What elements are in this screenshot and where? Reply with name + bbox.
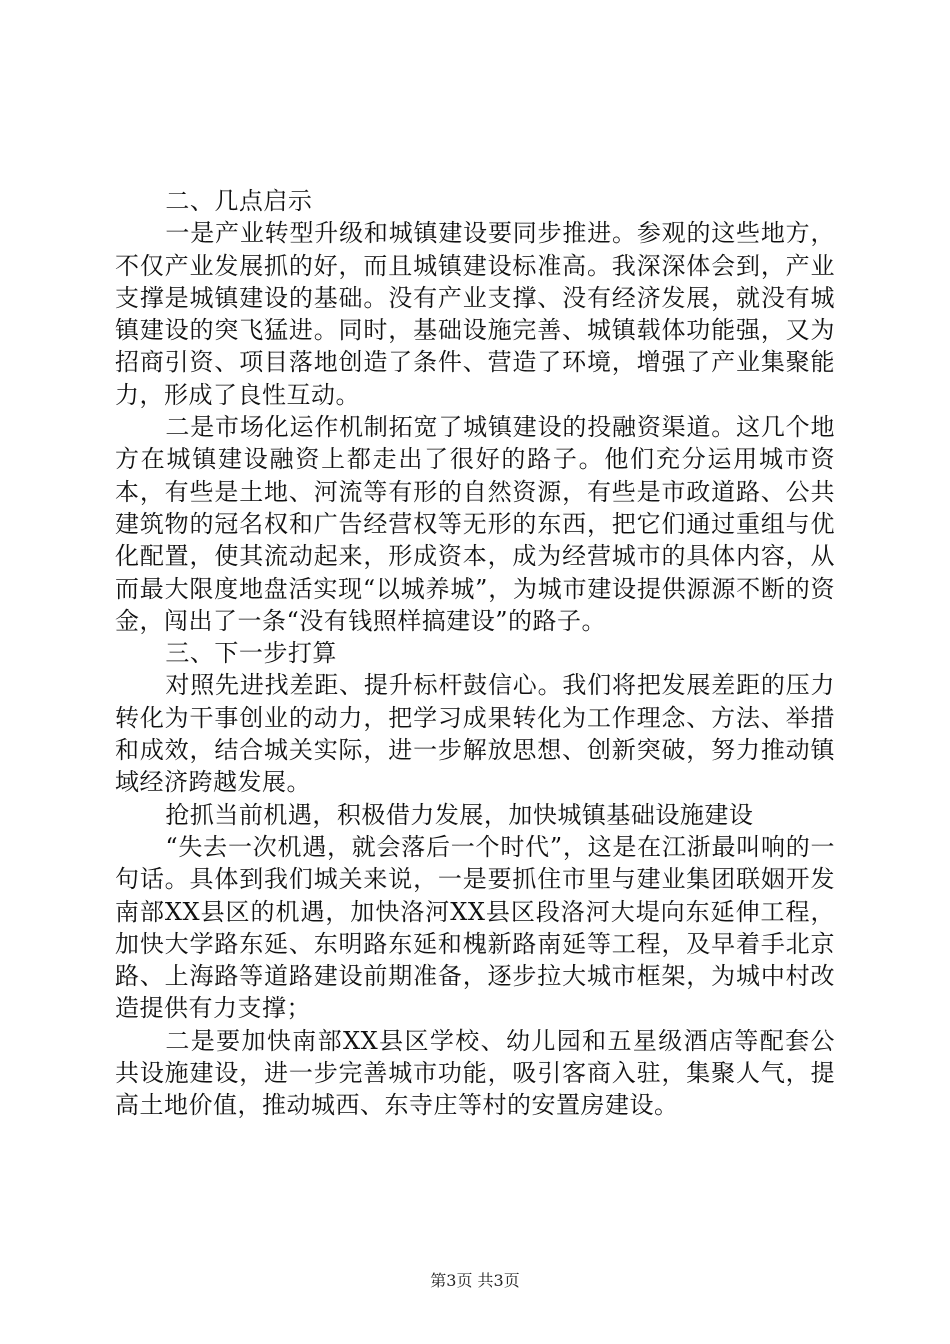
paragraph-industry-upgrade: 一是产业转型升级和城镇建设要同步推进。参观的这些地方，不仅产业发展抓的好，而且城镇建设标准高。我深深体会到，产业支撑是城镇建设的基础。没有产业支撑、没有经济发展，就没有城镇建设的突飞猛进。同时，基础设施完善、城镇载体功能强，又为招商引资、项目落地创造了条件、营造了环境，增强了产业集聚能力，形成了良性互动。: [115, 219, 835, 409]
paragraph-public-facilities: 二是要加快南部XX县区学校、幼儿园和五星级酒店等配套公共设施建设，进一步完善城市功能，吸引客商入驻，集聚人气，提高土地价值，推动城西、东寺庄等村的安置房建设。: [115, 1026, 835, 1120]
page-number-footer: 第3页 共3页: [430, 1271, 520, 1290]
section-heading-insights: 二、几点启示: [165, 187, 313, 215]
paragraph-benchmark: 对照先进找差距、提升标杆鼓信心。我们将把发展差距的压力转化为干事创业的动力，把学习成果转化为工作理念、方法、举措和成效，结合城关实际，进一步解放思想、创新突破，努力推动镇域经济跨越发展。: [115, 671, 835, 797]
paragraph-opportunity-detail: “失去一次机遇，就会落后一个时代”，这是在江浙最叫响的一句话。具体到我们城关来说，一是要抓住市里与建业集团联姻开发南部XX县区的机遇，加快洛河XX县区段洛河大堤向东延伸工程，加快大学路东延、东明路东延和槐新路南延等工程，及早着手北京路、上海路等道路建设前期准备，逐步拉大城市框架，为城中村改造提供有力支撑；: [115, 832, 835, 1023]
document-body: [115, 185, 835, 1122]
paragraph-market-financing: 二是市场化运作机制拓宽了城镇建设的投融资渠道。这几个地方在城镇建设融资上都走出了很好的路子。他们充分运用城市资本，有些是土地、河流等有形的自然资源，有些是市政道路、公共建筑物的冠名权和广告经营权等无形的东西，把它们通过重组与优化配置，使其流动起来，形成资本，成为经营城市的具体内容，从而最大限度地盘活实现“以城养城”，为城市建设提供源源不断的资金，闯出了一条“没有钱照样搞建设”的路子。: [115, 413, 835, 635]
section-heading-next-steps: 三、下一步打算: [165, 639, 337, 668]
subheading-seize-opportunity: 抢抓当前机遇，积极借力发展，加快城镇基础设施建设: [165, 800, 754, 829]
